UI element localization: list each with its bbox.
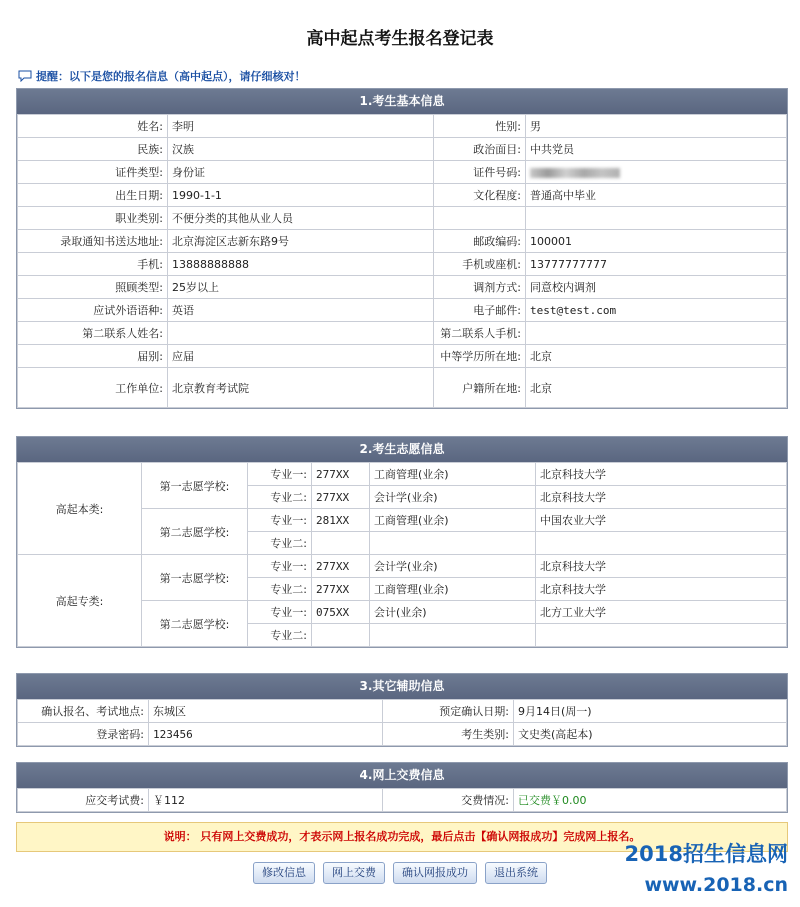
- major-name: 会计学(业余): [370, 555, 536, 578]
- section-title: 4.网上交费信息: [17, 763, 787, 788]
- field-value: 北京教育考试院: [168, 368, 434, 408]
- field-label: 确认报名、考试地点:: [18, 700, 149, 723]
- field-value: 100001: [526, 230, 787, 253]
- major-label: 专业一:: [248, 601, 312, 624]
- exit-system-button[interactable]: 退出系统: [485, 862, 547, 884]
- section-basic-info: [16, 88, 788, 409]
- field-value: 北京海淀区志新东路9号: [168, 230, 434, 253]
- table-row: [18, 463, 787, 486]
- wish-school-label: 第一志愿学校:: [142, 463, 248, 509]
- field-label: 工作单位:: [18, 368, 168, 408]
- field-value: 9月14日(周一): [514, 700, 787, 723]
- wish-school-label: 第二志愿学校:: [142, 509, 248, 555]
- field-label: 预定确认日期:: [383, 700, 514, 723]
- basic-info-table: [17, 114, 787, 408]
- field-value: 普通高中毕业: [526, 184, 787, 207]
- field-value: 东城区: [149, 700, 383, 723]
- major-label: 专业一:: [248, 509, 312, 532]
- field-value: 应届: [168, 345, 434, 368]
- field-value: 北京: [526, 345, 787, 368]
- major-code: 281XX: [312, 509, 370, 532]
- field-label: 姓名:: [18, 115, 168, 138]
- reminder-text: 提醒：以下是您的报名信息（高中起点），请仔细核对！: [36, 70, 306, 83]
- field-value: [526, 161, 787, 184]
- field-value: 文史类(高起本): [514, 723, 787, 746]
- field-label: 邮政编码:: [434, 230, 526, 253]
- speech-bubble-icon: [18, 70, 32, 82]
- page-title: 高中起点考生报名登记表: [306, 29, 494, 49]
- field-value: ￥112: [149, 789, 383, 812]
- field-label: 手机或座机:: [434, 253, 526, 276]
- field-value: 身份证: [168, 161, 434, 184]
- field-value: 男: [526, 115, 787, 138]
- major-label: 专业一:: [248, 463, 312, 486]
- field-value: 同意校内调剂: [526, 276, 787, 299]
- table-row: [18, 345, 787, 368]
- notice-bar: 说明： 只有网上交费成功，才表示网上报名成功完成，最后点击【确认网报成功】完成网上报名。: [16, 822, 788, 852]
- major-name: 会计学(业余): [370, 486, 536, 509]
- field-label: [434, 207, 526, 230]
- major-name: 工商管理(业余): [370, 463, 536, 486]
- site-watermark: [625, 838, 788, 896]
- confirm-registration-button[interactable]: 确认网报成功: [393, 862, 477, 884]
- field-value: [526, 207, 787, 230]
- wish-group-label: 高起专类:: [18, 555, 142, 647]
- online-payment-button[interactable]: 网上交费: [323, 862, 385, 884]
- major-school: [536, 624, 787, 647]
- field-value: 英语: [168, 299, 434, 322]
- major-label: 专业二:: [248, 578, 312, 601]
- table-row: [18, 184, 787, 207]
- field-label: 证件号码:: [434, 161, 526, 184]
- field-label: 职业类别:: [18, 207, 168, 230]
- major-name: [370, 624, 536, 647]
- field-value: [526, 322, 787, 345]
- field-label: 民族:: [18, 138, 168, 161]
- table-row: [18, 276, 787, 299]
- field-label: 第二联系人手机:: [434, 322, 526, 345]
- major-school: 北方工业大学: [536, 601, 787, 624]
- field-label: 调剂方式:: [434, 276, 526, 299]
- table-row: [18, 138, 787, 161]
- major-school: 北京科技大学: [536, 463, 787, 486]
- table-row: [18, 789, 787, 812]
- field-label: 交费情况:: [383, 789, 514, 812]
- edit-info-button[interactable]: 修改信息: [253, 862, 315, 884]
- major-code: 277XX: [312, 486, 370, 509]
- field-label: 手机:: [18, 253, 168, 276]
- field-label: 文化程度:: [434, 184, 526, 207]
- table-row: [18, 230, 787, 253]
- field-label: 中等学历所在地:: [434, 345, 526, 368]
- major-school: 中国农业大学: [536, 509, 787, 532]
- major-school: [536, 532, 787, 555]
- field-value: 123456: [149, 723, 383, 746]
- major-school: 北京科技大学: [536, 555, 787, 578]
- field-label: 录取通知书送达地址:: [18, 230, 168, 253]
- wish-table: [17, 462, 787, 647]
- field-label: 电子邮件:: [434, 299, 526, 322]
- wish-school-label: 第一志愿学校:: [142, 555, 248, 601]
- field-label: 届别:: [18, 345, 168, 368]
- reminder-tip: [18, 68, 306, 84]
- field-value: 13777777777: [526, 253, 787, 276]
- major-school: 北京科技大学: [536, 578, 787, 601]
- section-wish-info: [16, 436, 788, 648]
- major-code: 277XX: [312, 555, 370, 578]
- table-row: [18, 555, 787, 578]
- section-other-info: [16, 673, 788, 747]
- major-name: 工商管理(业余): [370, 509, 536, 532]
- major-code: [312, 532, 370, 555]
- section-title: 1.考生基本信息: [17, 89, 787, 114]
- major-name: [370, 532, 536, 555]
- major-label: 专业二:: [248, 532, 312, 555]
- major-code: 075XX: [312, 601, 370, 624]
- field-value: 北京: [526, 368, 787, 408]
- field-label: 应试外语语种:: [18, 299, 168, 322]
- watermark-line2: www.2018.cn: [644, 874, 788, 896]
- field-value: 中共党员: [526, 138, 787, 161]
- table-row: [18, 700, 787, 723]
- field-label: 照顾类型:: [18, 276, 168, 299]
- major-code: [312, 624, 370, 647]
- field-value: 1990-1-1: [168, 184, 434, 207]
- field-label: 登录密码:: [18, 723, 149, 746]
- major-name: 会计(业余): [370, 601, 536, 624]
- section-payment-info: [16, 762, 788, 813]
- field-value: 25岁以上: [168, 276, 434, 299]
- major-label: 专业一:: [248, 555, 312, 578]
- field-label: 第二联系人姓名:: [18, 322, 168, 345]
- major-label: 专业二:: [248, 624, 312, 647]
- major-code: 277XX: [312, 463, 370, 486]
- field-value: 13888888888: [168, 253, 434, 276]
- table-row: [18, 299, 787, 322]
- field-label: 证件类型:: [18, 161, 168, 184]
- field-label: 应交考试费:: [18, 789, 149, 812]
- field-label: 出生日期:: [18, 184, 168, 207]
- watermark-line1: 2018招生信息网: [624, 842, 788, 866]
- field-value: 李明: [168, 115, 434, 138]
- redacted-id-number: [530, 168, 620, 178]
- field-label: 考生类别:: [383, 723, 514, 746]
- major-label: 专业二:: [248, 486, 312, 509]
- field-value: 不便分类的其他从业人员: [168, 207, 434, 230]
- field-label: 政治面目:: [434, 138, 526, 161]
- field-value: 汉族: [168, 138, 434, 161]
- table-row: [18, 207, 787, 230]
- field-value: test@test.com: [526, 299, 787, 322]
- wish-school-label: 第二志愿学校:: [142, 601, 248, 647]
- table-row: [18, 253, 787, 276]
- major-name: 工商管理(业余): [370, 578, 536, 601]
- major-school: 北京科技大学: [536, 486, 787, 509]
- section-title: 2.考生志愿信息: [17, 437, 787, 462]
- field-label: 性别:: [434, 115, 526, 138]
- table-row: [18, 115, 787, 138]
- table-row: [18, 723, 787, 746]
- table-row: [18, 322, 787, 345]
- table-row: [18, 161, 787, 184]
- other-info-table: [17, 699, 787, 746]
- table-row: [18, 368, 787, 408]
- major-code: 277XX: [312, 578, 370, 601]
- wish-group-label: 高起本类:: [18, 463, 142, 555]
- payment-table: [17, 788, 787, 812]
- field-value: 已交费￥0.00: [514, 789, 787, 812]
- section-title: 3.其它辅助信息: [17, 674, 787, 699]
- field-label: 户籍所在地:: [434, 368, 526, 408]
- field-value: [168, 322, 434, 345]
